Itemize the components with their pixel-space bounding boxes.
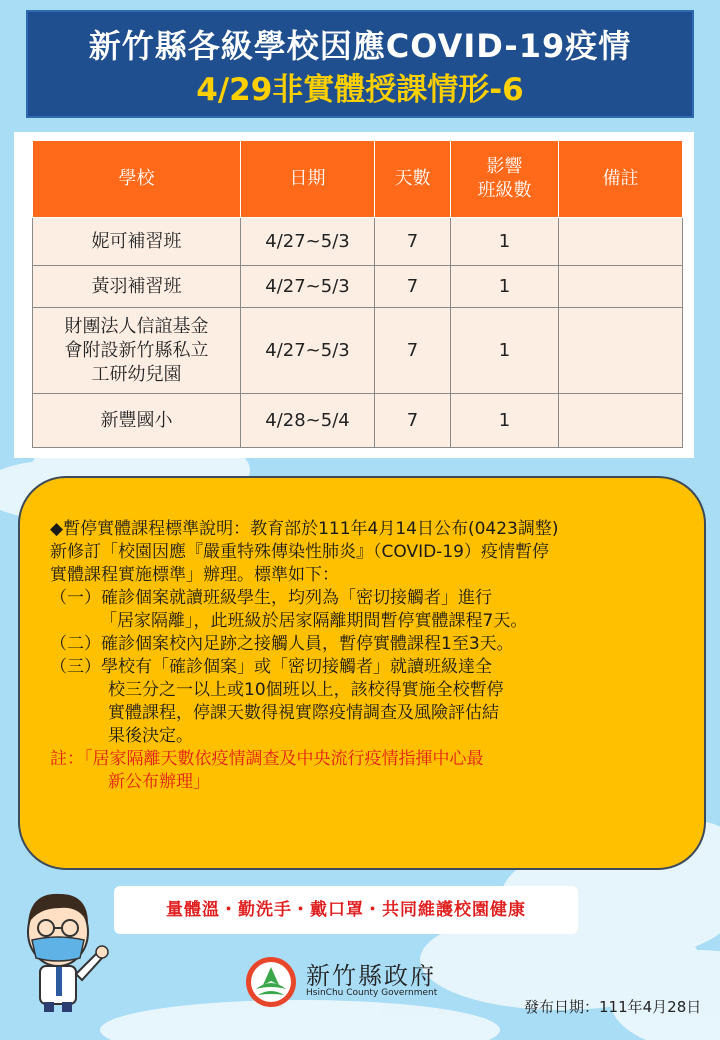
cell-days: 7: [375, 308, 451, 394]
notice-remark-cont: 新公布辦理」: [108, 772, 210, 792]
cell-days: 7: [375, 218, 451, 266]
mascot-illustration: [16, 884, 112, 1014]
notice-item-2: （二）確診個案校內足跡之接觸人員，暫停實體課程1至3天。: [50, 634, 514, 654]
cell-note: [559, 394, 683, 448]
gov-name: 新竹縣政府: [306, 962, 436, 990]
county-logo-icon: [244, 955, 298, 1009]
slogan-banner: 量體溫・勤洗手・戴口罩・共同維護校園健康: [114, 886, 578, 934]
cell-classes: 1: [451, 218, 559, 266]
table-row: [33, 266, 683, 308]
notice-line: 實體課程實施標準」辦理。標準如下：: [50, 565, 339, 585]
notice-line: 新修訂「校園因應『嚴重特殊傳染性肺炎』（COVID-19）疫情暫停: [50, 542, 549, 562]
notice-item-3-cont: 實體課程，停課天數得視實際疫情調查及風險評估結: [108, 703, 499, 723]
schools-table: [32, 140, 683, 448]
table-row: [33, 308, 683, 394]
cell-classes: 1: [451, 266, 559, 308]
cell-classes: 1: [451, 308, 559, 394]
notice-item-3: （三）學校有「確診個案」或「密切接觸者」就讀班級達全: [50, 657, 492, 677]
notice-remark: 註：「居家隔離天數依疫情調查及中央流行疫情指揮中心最: [50, 749, 484, 769]
gov-name-en: HsinChu County Government: [306, 988, 438, 998]
cell-classes: 1: [451, 394, 559, 448]
cell-school: 新豐國小: [33, 394, 241, 448]
table-header-row: [33, 141, 683, 218]
cell-school: 妮可補習班: [33, 218, 241, 266]
cell-date: 4/27~5/3: [241, 218, 375, 266]
page-subtitle: 4/29非實體授課情形-6: [196, 72, 524, 108]
table-row: [33, 394, 683, 448]
header-classes: 影響 班級數: [451, 141, 559, 218]
notice-item-3-cont: 果後決定。: [108, 726, 193, 746]
cell-days: 7: [375, 266, 451, 308]
cell-days: 7: [375, 394, 451, 448]
cell-date: 4/27~5/3: [241, 308, 375, 394]
header-date: 日期: [241, 141, 375, 218]
notice-text: [50, 518, 690, 794]
header-school: 學校: [33, 141, 241, 218]
notice-item-3-cont: 校三分之一以上或10個班以上，該校得實施全校暫停: [108, 680, 504, 700]
publish-date: 發布日期：111年4月28日: [524, 998, 702, 1016]
cell-note: [559, 218, 683, 266]
cell-school: 財團法人信誼基金 會附設新竹縣私立 工研幼兒園: [33, 308, 241, 394]
cell-school: 黃羽補習班: [33, 266, 241, 308]
title-banner: [26, 10, 694, 118]
table-panel: [14, 132, 694, 458]
header-days: 天數: [375, 141, 451, 218]
notice-panel: [18, 476, 706, 870]
cell-date: 4/28~5/4: [241, 394, 375, 448]
notice-line: ◆暫停實體課程標準說明：教育部於111年4月14日公布(0423調整): [50, 519, 559, 539]
page-title: 新竹縣各級學校因應COVID-19疫情: [88, 27, 632, 65]
header-note: 備註: [559, 141, 683, 218]
cell-note: [559, 308, 683, 394]
cell-note: [559, 266, 683, 308]
table-row: [33, 218, 683, 266]
cell-date: 4/27~5/3: [241, 266, 375, 308]
notice-item-1-cont: 「居家隔離」，此班級於居家隔離期間暫停實體課程7天。: [100, 611, 528, 631]
notice-item-1: （一）確診個案就讀班級學生，均列為「密切接觸者」進行: [50, 588, 492, 608]
